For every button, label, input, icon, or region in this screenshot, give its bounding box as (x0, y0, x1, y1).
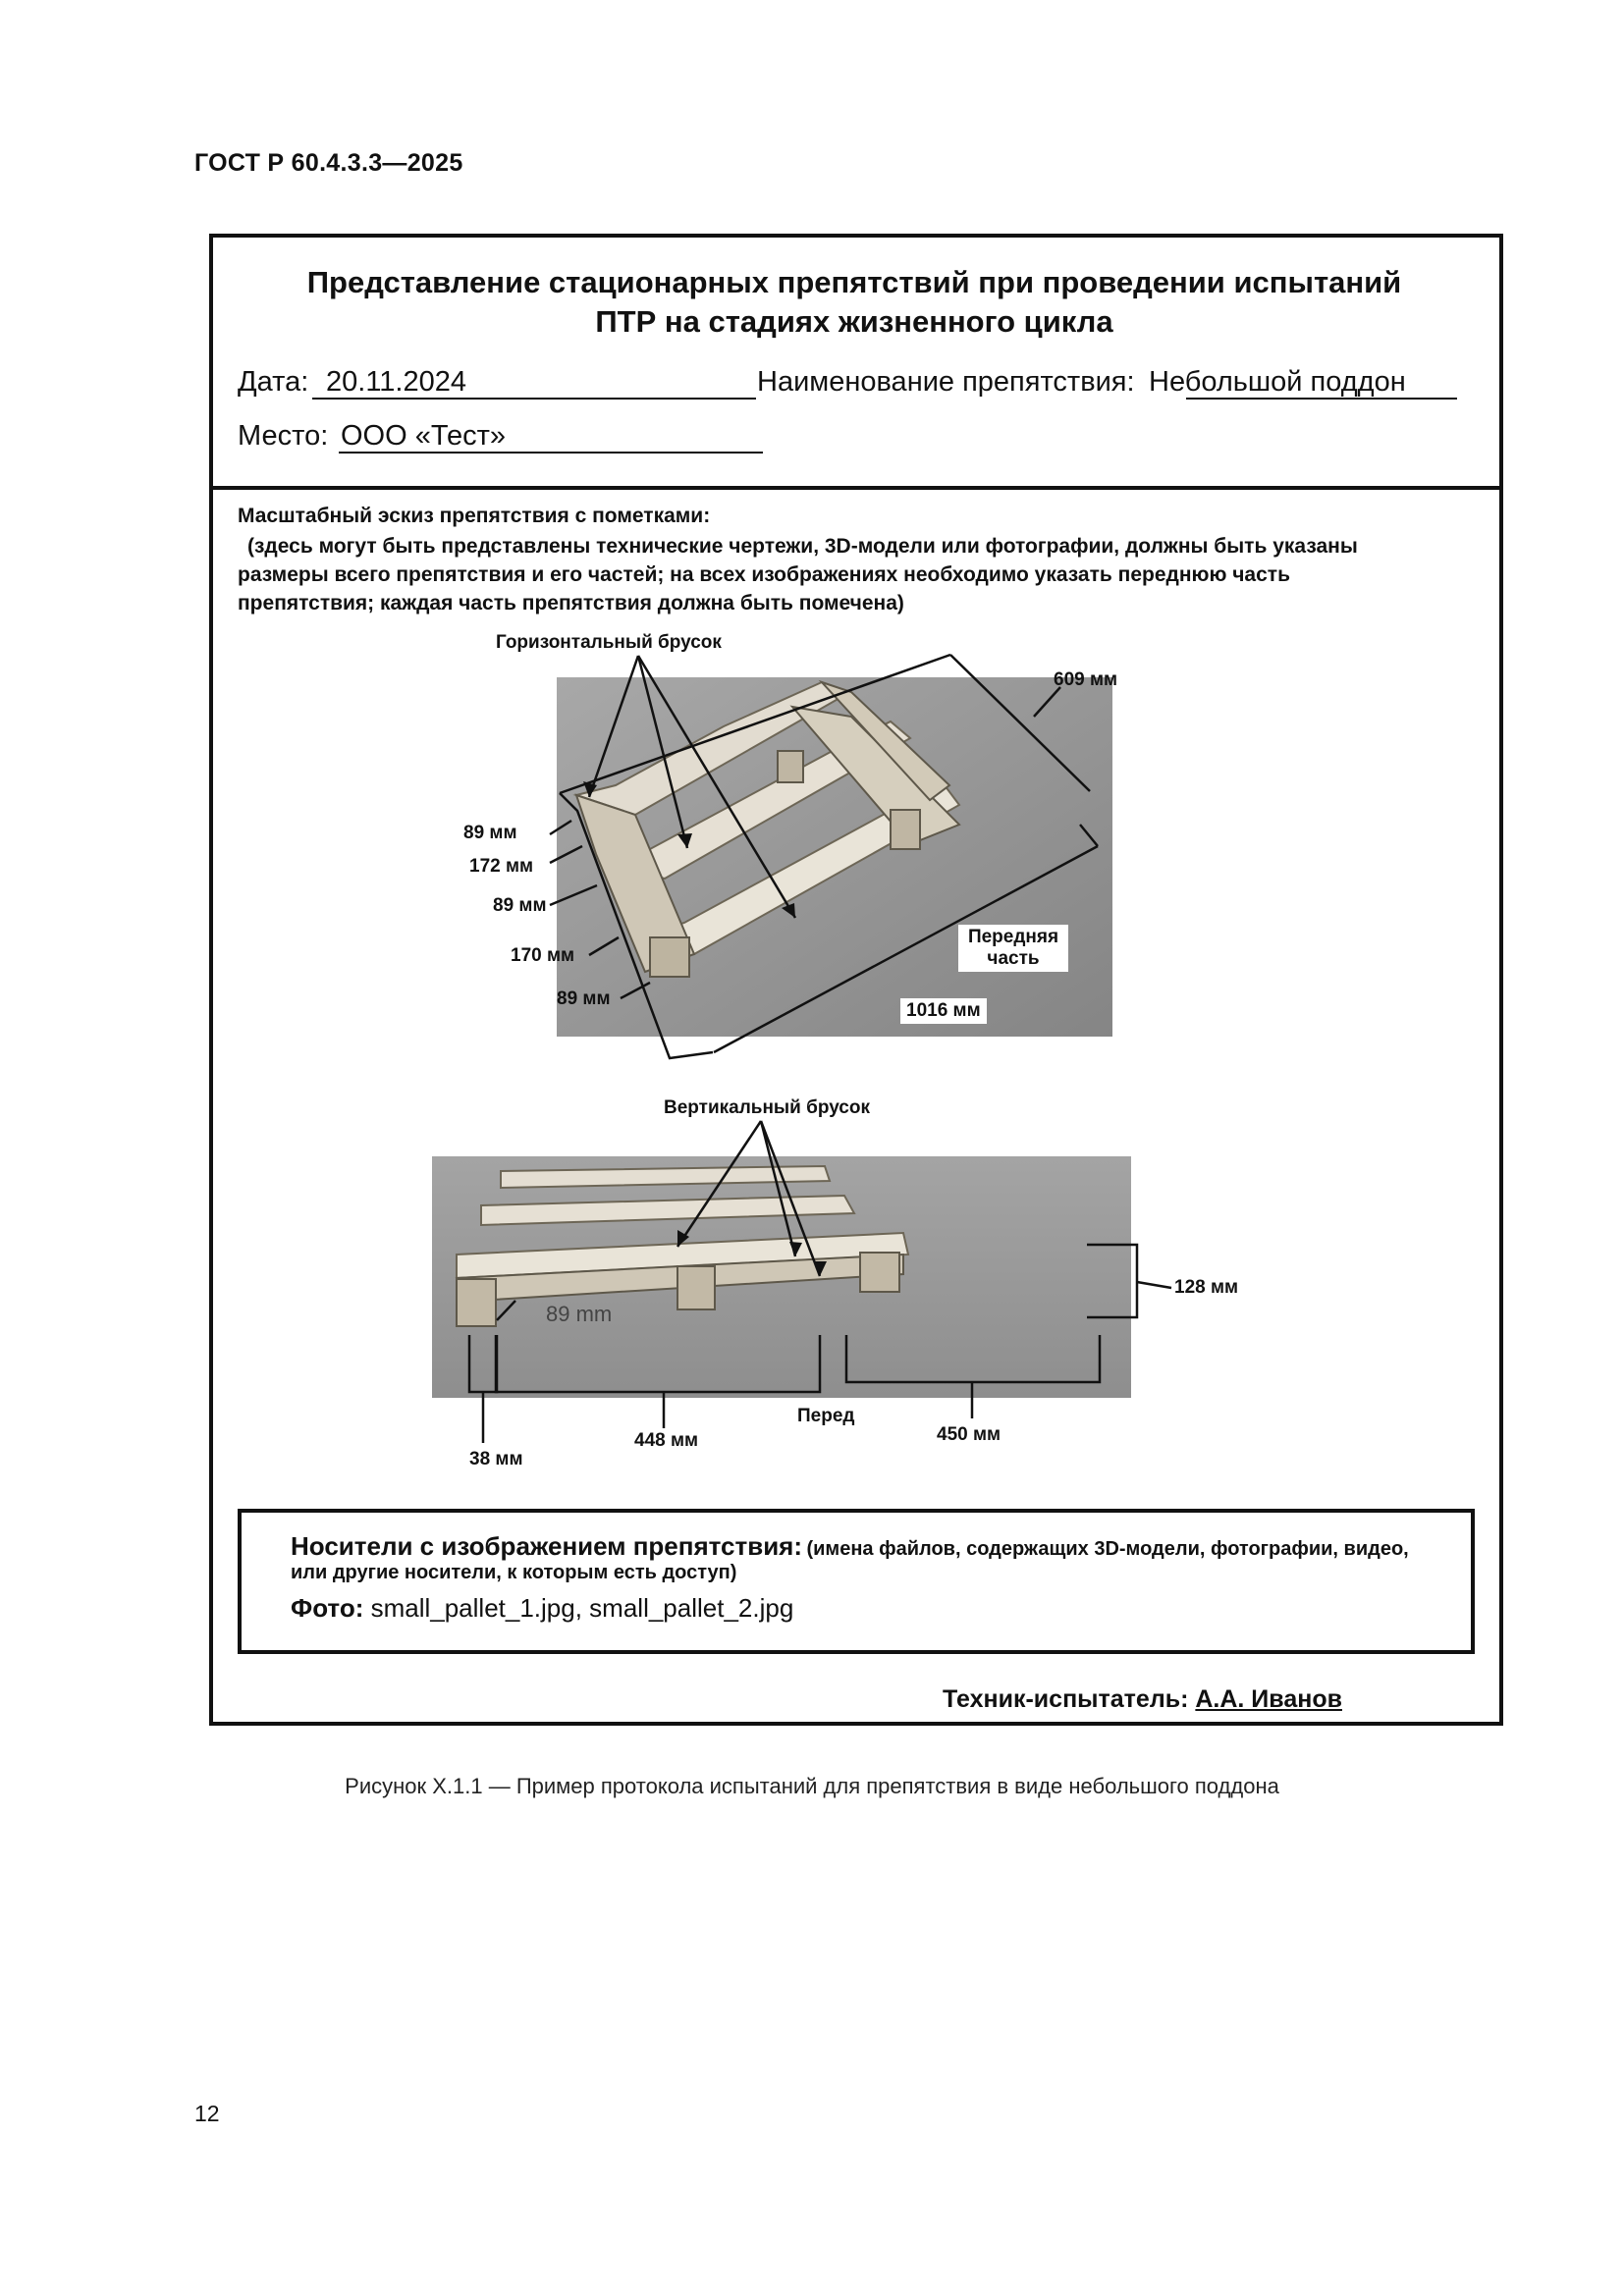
place-label: Место: (238, 420, 329, 452)
tester-label: Техник-испытатель: (943, 1685, 1189, 1713)
dim-38: 38 мм (469, 1449, 523, 1469)
horizontal-bar-label: Горизонтальный брусок (496, 632, 722, 653)
date-label: Дата: (238, 366, 309, 398)
dim-89-c: 89 мм (557, 988, 611, 1009)
page-number: 12 (194, 2101, 220, 2126)
figure-caption: Рисунок Х.1.1 — Пример протокола испытаний для препятствия в виде небольшого поддона (345, 1774, 1279, 1798)
obstacle-name-value: Небольшой поддон (1149, 366, 1406, 398)
front-label: Перед (797, 1406, 855, 1426)
sketch-heading: Масштабный эскиз препятствия с пометками: (238, 505, 711, 527)
date-value: 20.11.2024 (326, 366, 466, 398)
dim-1016: 1016 мм (906, 1000, 981, 1021)
sketch-note-line1: (здесь могут быть представлены технические чертежи, 3D-модели или фотографии, должны быть указаны (247, 535, 1358, 558)
dim-172: 172 мм (469, 856, 534, 877)
dim-89mm: 89 mm (546, 1302, 613, 1326)
media-title: Носители с изображением препятствия: (291, 1531, 803, 1561)
tester-name: А.А. Иванов (1195, 1685, 1342, 1713)
dim-128: 128 мм (1174, 1277, 1239, 1298)
form-title-line1: Представление стационарных препятствий при проведении испытаний (306, 265, 1402, 299)
place-value: ООО «Тест» (341, 420, 506, 452)
dim-450: 450 мм (937, 1424, 1001, 1445)
sketch-note-line2: размеры всего препятствия и его частей; на всех изображениях необходимо указать переднюю часть (238, 563, 1290, 586)
dim-89-b: 89 мм (493, 895, 547, 916)
media-desc-line1: (имена файлов, содержащих 3D-модели, фотографии, видео, (806, 1538, 1409, 1560)
sketch-note-line3: препятствия; каждая часть препятствия должна быть помечена) (238, 592, 904, 614)
dim-448: 448 мм (634, 1430, 699, 1451)
standard-code: ГОСТ Р 60.4.3.3—2025 (194, 149, 463, 177)
front-part-line2: часть (987, 948, 1040, 969)
tester-row (943, 1685, 1342, 1714)
dim-89-a: 89 мм (463, 823, 517, 843)
media-desc-line2: или другие носители, к которым есть доступ) (291, 1562, 737, 1583)
form-title-line2: ПТР на стадиях жизненного цикла (595, 304, 1113, 339)
obstacle-name-label: Наименование препятствия: (757, 366, 1135, 398)
media-photo-row (291, 1593, 793, 1624)
front-part-line1: Передняя (967, 927, 1059, 947)
media-title-row (291, 1531, 1409, 1562)
dim-170: 170 мм (511, 945, 575, 966)
media-photo-files: small_pallet_1.jpg, small_pallet_2.jpg (370, 1593, 794, 1623)
vertical-bar-label: Вертикальный брусок (664, 1097, 870, 1118)
media-photo-label: Фото: (291, 1593, 364, 1623)
dim-609: 609 мм (1054, 669, 1118, 690)
